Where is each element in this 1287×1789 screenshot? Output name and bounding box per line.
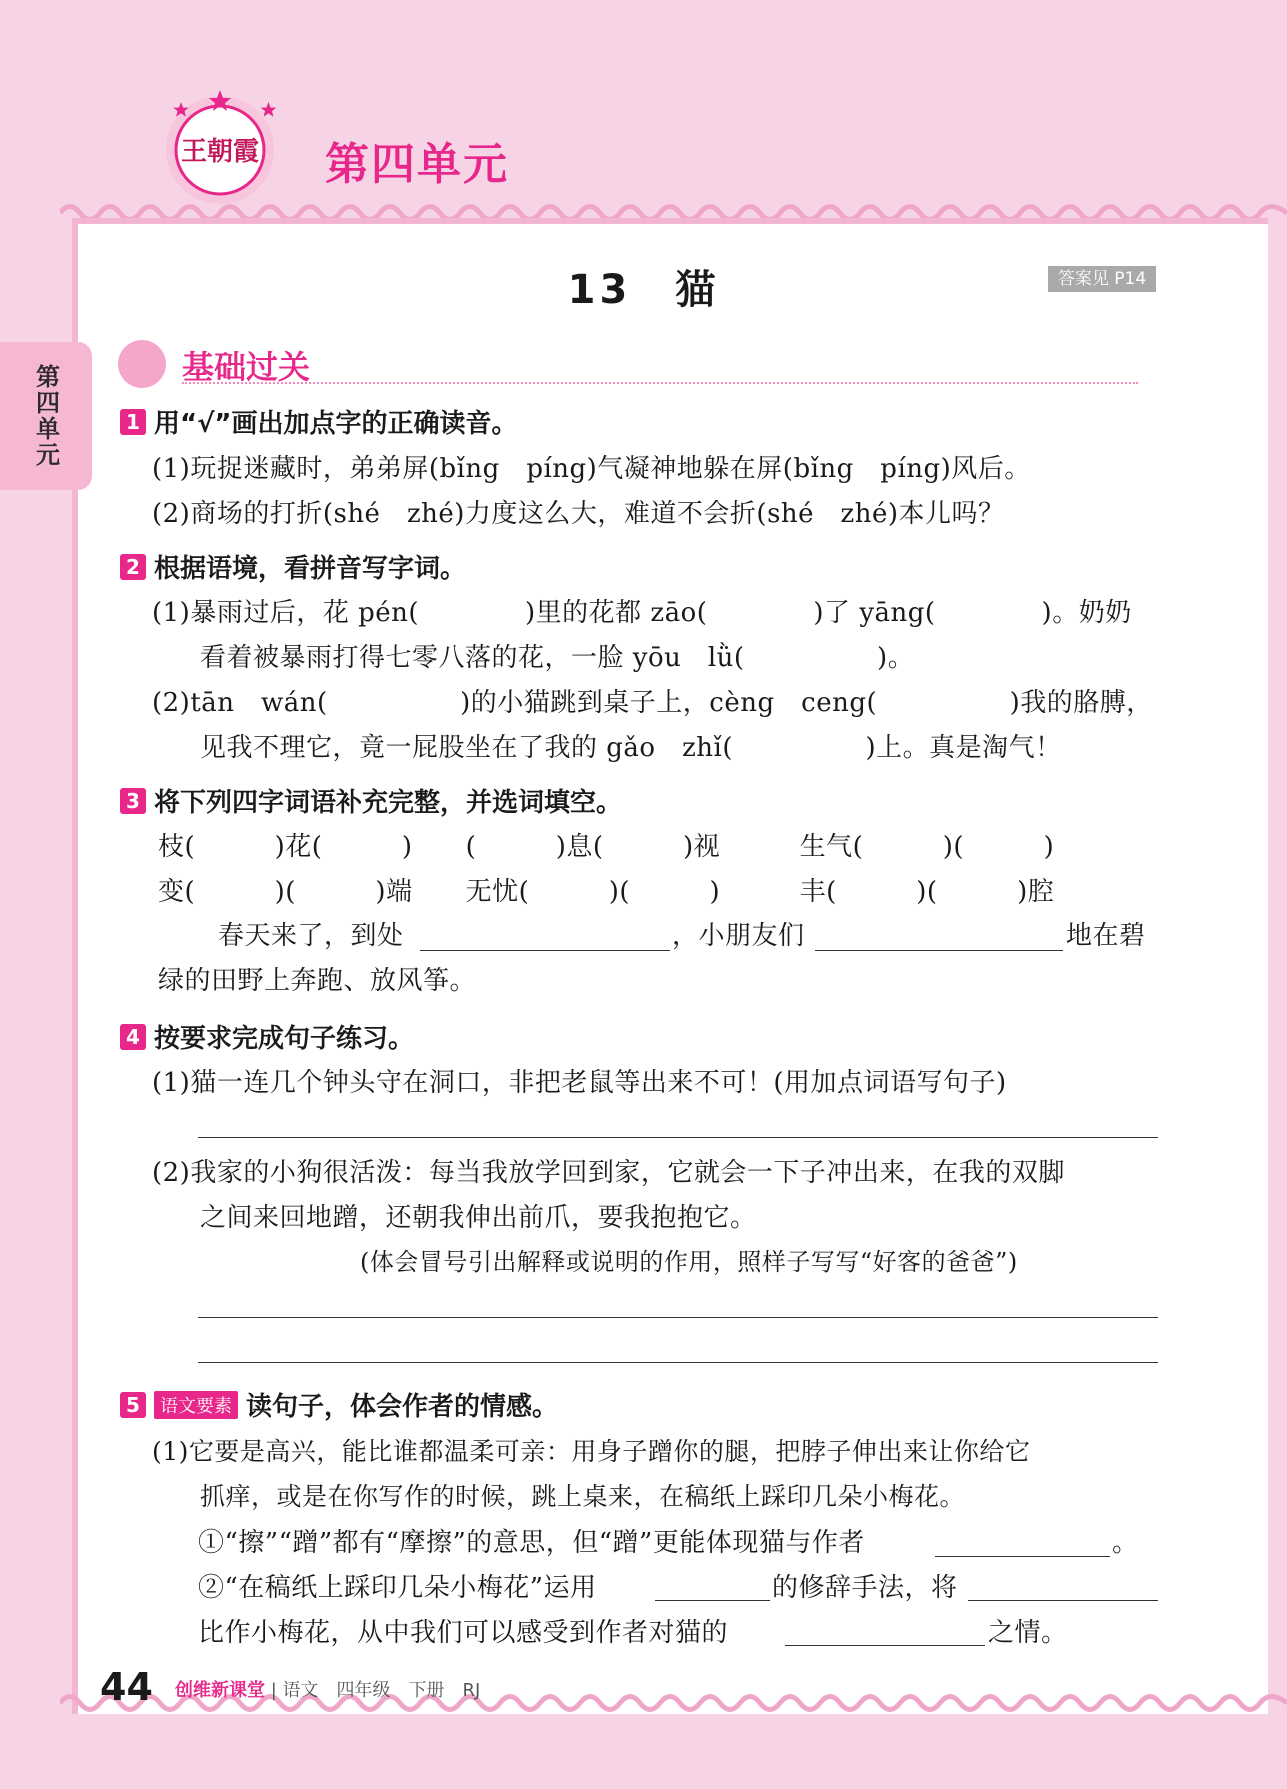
element-tag: 语文要素 — [154, 1391, 238, 1419]
q2-line-1: (1)暴雨过后，花 pén( )里的花都 zāo( )了 yāng( )。奶奶 — [152, 598, 1132, 628]
q5-line-3b: 。 — [1112, 1528, 1139, 1558]
question-5-title — [120, 1386, 558, 1423]
question-text: 读句子，体会作者的情感。 — [246, 1392, 559, 1422]
question-3-title — [120, 782, 622, 819]
q4-line-1: (1)猫一连几个钟头守在洞口，非把老鼠等出来不可！(用加点词语写句子) — [152, 1068, 1007, 1098]
question-number: 3 — [120, 788, 146, 814]
question-number: 5 — [120, 1392, 146, 1418]
footer-info: 创维新课堂 | 语文 四年级 下册 RJ — [175, 1680, 481, 1701]
q2-line-2: 看着被暴雨打得七零八落的花，一脸 yōu lǜ( )。 — [200, 643, 915, 673]
q5-line-5b: 之情。 — [988, 1618, 1068, 1648]
q5-line-3a: ①“擦”“蹭”都有“摩擦”的意思，但“蹭”更能体现猫与作者 — [198, 1528, 865, 1558]
question-4-title — [120, 1018, 414, 1055]
q5-line-1: (1)它要是高兴，能比谁都温柔可亲：用身子蹭你的腿，把脖子伸出来让你给它 — [152, 1437, 1031, 1466]
question-number: 4 — [120, 1024, 146, 1050]
q2-line-4: 见我不理它，竟一屁股坐在了我的 gǎo zhǐ( )上。真是淘气！ — [200, 733, 1062, 763]
logo-text: 王朝霞 — [180, 137, 260, 167]
question-text: 根据语境，看拼音写字词。 — [154, 554, 467, 584]
q2-line-3: (2)tān wán( )的小猫跳到桌子上，cèng ceng( )我的胳膊， — [152, 688, 1153, 718]
q3-words-row-2: 变( )( )端 无忧( )( ) 丰( )( )腔 — [158, 877, 1055, 907]
question-text: 用“√”画出加点字的正确读音。 — [154, 409, 518, 439]
brand-logo — [160, 88, 280, 208]
answer-blank[interactable] — [655, 1600, 770, 1601]
section-header — [118, 340, 1158, 390]
page-number: 44 — [100, 1665, 153, 1709]
q3-sentence-b: ，小朋友们 — [672, 921, 805, 951]
answer-blank[interactable] — [420, 950, 670, 951]
q3-sentence-c: 地在碧 — [1066, 921, 1146, 951]
question-1-title — [120, 403, 518, 440]
question-2-title — [120, 548, 466, 585]
unit-title: 第四单元 — [325, 139, 509, 190]
q5-line-2: 抓痒，或是在你写作的时候，跳上桌来，在稿纸上踩印几朵小梅花。 — [200, 1482, 966, 1511]
q1-line-2: (2)商场的打折(shé zhé)力度这么大，难道不会折(shé zhé)本儿吗？ — [152, 499, 1005, 529]
footer-subject: 语文 四年级 下册 RJ — [282, 1680, 481, 1701]
q4-instruction: (体会冒号引出解释或说明的作用，照样子写写“好客的爸爸”) — [360, 1248, 1018, 1276]
question-number: 1 — [120, 409, 146, 435]
q4-line-3: 之间来回地蹭，还朝我伸出前爪，要我抱抱它。 — [200, 1203, 757, 1233]
answer-blank[interactable] — [785, 1645, 985, 1646]
question-text: 按要求完成句子练习。 — [154, 1024, 415, 1054]
q3-words-row-1: 枝( )花( ) ( )息( )视 生气( )( ) — [158, 832, 1055, 862]
footer-brand: 创维新课堂 — [175, 1680, 265, 1701]
dotted-divider — [182, 382, 1138, 384]
answer-blank[interactable] — [815, 950, 1063, 951]
answer-blank[interactable] — [935, 1556, 1110, 1557]
q3-sentence-line-2: 绿的田野上奔跑、放风筝。 — [158, 966, 477, 996]
q5-line-4a: ②“在稿纸上踩印几朵小梅花”运用 — [198, 1573, 597, 1603]
side-tab — [0, 342, 92, 490]
answer-line[interactable] — [198, 1137, 1158, 1138]
lesson-title: 13 猫 — [567, 267, 720, 313]
q5-line-5a: 比作小梅花，从中我们可以感受到作者对猫的 — [198, 1618, 729, 1648]
question-text: 将下列四字词语补充完整，并选词填空。 — [154, 788, 623, 818]
answer-line[interactable] — [198, 1362, 1158, 1363]
answer-blank[interactable] — [968, 1600, 1158, 1601]
globe-icon — [118, 340, 166, 388]
answer-line[interactable] — [198, 1317, 1158, 1318]
q5-line-4b: 的修辞手法，将 — [772, 1573, 958, 1603]
section-label: 基础过关 — [182, 348, 311, 386]
q4-line-2: (2)我家的小狗很活泼：每当我放学回到家，它就会一下子冲出来，在我的双脚 — [152, 1158, 1065, 1188]
answer-reference: 答案见 P14 — [1048, 266, 1156, 292]
q1-line-1: (1)玩捉迷藏时，弟弟屏(bǐng píng)气凝神地躲在屏(bǐng píng)风后。 — [152, 454, 1031, 484]
q3-sentence-a: 春天来了，到处 — [218, 921, 404, 951]
question-number: 2 — [120, 554, 146, 580]
side-tab-label: 第四单元 — [31, 364, 60, 468]
